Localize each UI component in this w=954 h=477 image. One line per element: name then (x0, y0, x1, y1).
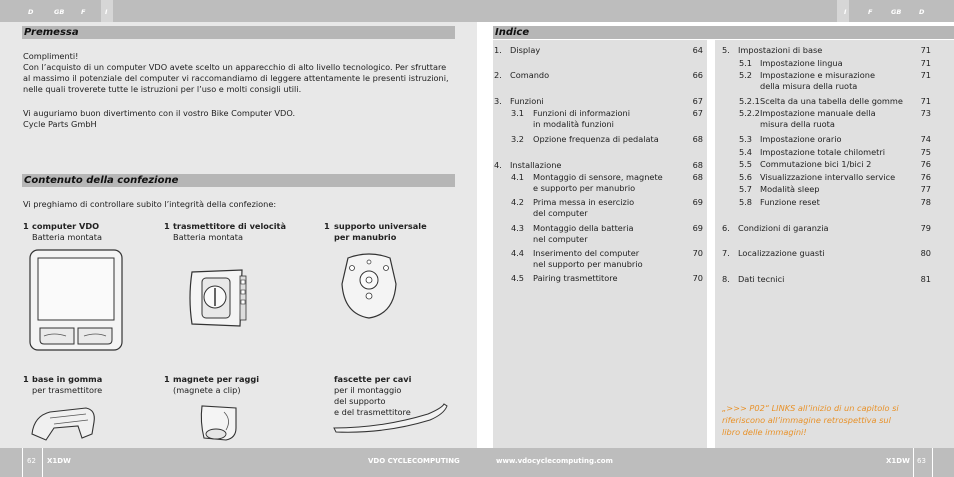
index-entry-label-2: misura della ruota (760, 119, 835, 129)
index-entry-number: 7. (722, 248, 730, 258)
premessa-line-7: Cycle Parts GmbH (23, 119, 97, 129)
index-entry-label: Funzione reset (760, 197, 820, 207)
rubber-base-illustration (28, 404, 100, 444)
item-name-2: per manubrio (334, 232, 397, 242)
index-entry-label: Impostazioni di base (738, 45, 823, 55)
spoke-magnet-illustration (196, 400, 244, 444)
index-entry-number: 5.7 (739, 184, 753, 194)
lang-tab-i[interactable]: I (105, 8, 108, 16)
index-entry-number: 2. (494, 70, 502, 80)
index-entry[interactable] (494, 108, 703, 130)
index-entry-page: 68 (692, 134, 703, 144)
item-qty: 1 (164, 374, 170, 384)
website-link[interactable]: www.vdocyclecomputing.com (496, 457, 613, 465)
index-entry-label-2: della misura della ruota (760, 81, 858, 91)
index-entry-page: 70 (692, 248, 703, 258)
item-name: supporto universale (334, 221, 427, 231)
index-entry-page: 71 (920, 70, 931, 80)
premessa-header (22, 26, 455, 39)
language-tabs-left (0, 0, 477, 22)
index-entry[interactable] (494, 70, 703, 81)
index-entry-page: 67 (692, 96, 703, 106)
lang-tab-d[interactable]: D (28, 8, 34, 16)
index-entry-page: 80 (920, 248, 931, 258)
index-entry[interactable] (722, 108, 931, 130)
item-sub: Batteria montata (173, 232, 243, 242)
footer-divider (42, 448, 43, 477)
index-entry-number: 3. (494, 96, 502, 106)
index-entry-label: Impostazione orario (760, 134, 842, 144)
lang-tab-gb[interactable]: GB (891, 8, 902, 16)
computer-illustration (26, 248, 126, 356)
index-entry-number: 4.3 (511, 223, 525, 233)
index-entry[interactable] (494, 172, 703, 194)
index-entry-page: 71 (920, 96, 931, 106)
index-entry-label: Inserimento del computer (533, 248, 640, 258)
index-entry-label-2: nel computer (533, 234, 588, 244)
index-entry[interactable] (494, 223, 703, 245)
lang-tab-d[interactable]: D (919, 8, 925, 16)
index-entry[interactable] (494, 45, 703, 56)
lang-tab-f[interactable]: F (81, 8, 86, 16)
item-sub: (magnete a clip) (173, 385, 241, 395)
index-entry[interactable] (722, 184, 931, 195)
transmitter-illustration (184, 264, 254, 332)
index-entry[interactable] (494, 273, 703, 284)
index-entry-label-2: del computer (533, 208, 588, 218)
index-entry-number: 4.4 (511, 248, 525, 258)
item-sub-2: del supporto (334, 396, 386, 406)
active-language-tab (837, 0, 849, 22)
index-entry[interactable] (494, 197, 703, 219)
index-entry-number: 1. (494, 45, 502, 55)
cable-tie-illustration (332, 402, 452, 436)
index-entry-label: Prima messa in esercizio (533, 197, 635, 207)
index-entry-label: Comando (510, 70, 550, 80)
lang-tab-gb[interactable]: GB (54, 8, 65, 16)
index-entry-number: 5.3 (739, 134, 753, 144)
index-entry-label: Montaggio di sensore, magnete (533, 172, 663, 182)
index-entry-label: Impostazione manuale della (760, 108, 876, 118)
index-entry-label: Impostazione e misurazione (760, 70, 876, 80)
item-sub: Batteria montata (32, 232, 102, 242)
item-sub: per trasmettitore (32, 385, 103, 395)
index-entry-page: 69 (692, 223, 703, 233)
item-sub: per il montaggio (334, 385, 402, 395)
index-entry-number: 4.2 (511, 197, 525, 207)
contenuto-title: Contenuto della confezione (24, 175, 179, 186)
index-entry-label: Display (510, 45, 541, 55)
item-name: trasmettitore di velocità (173, 221, 286, 231)
index-entry[interactable] (722, 147, 931, 158)
index-entry-page: 75 (920, 147, 931, 157)
index-entry-page: 74 (920, 134, 931, 144)
index-entry-page: 68 (692, 160, 703, 170)
footer-divider (22, 448, 23, 477)
page-number-left: 62 (27, 457, 36, 465)
index-entry[interactable] (722, 134, 931, 145)
index-entry-number: 5.8 (739, 197, 753, 207)
model-right: X1DW (886, 457, 910, 465)
index-entry-number: 6. (722, 223, 730, 233)
index-entry-label-2: nel supporto per manubrio (533, 259, 643, 269)
index-entry[interactable] (494, 134, 703, 145)
links-note-2: riferiscono all’immagine retrospettiva sul (722, 415, 891, 425)
language-tabs-right (477, 0, 954, 22)
item-name: magnete per raggi (173, 374, 260, 384)
index-entry[interactable] (722, 223, 931, 234)
index-entry-label-2: e supporto per manubrio (533, 183, 636, 193)
item-sub-3: e del trasmettitore (334, 407, 411, 417)
item-qty: 1 (23, 221, 29, 231)
index-entry-number: 5.5 (739, 159, 753, 169)
lang-tab-f[interactable]: F (868, 8, 873, 16)
index-entry-number: 5.1 (739, 58, 753, 68)
index-entry-number: 5.4 (739, 147, 753, 157)
premessa-line-2: Con l’acquisto di un computer VDO avete scelto un apparecchio di alto livello tecnologico. Per sfruttare (23, 62, 447, 72)
index-entry[interactable] (494, 248, 703, 270)
index-entry[interactable] (722, 159, 931, 170)
index-entry[interactable] (722, 248, 931, 259)
contenuto-intro: Vi preghiamo di controllare subito l’integrità della confezione: (23, 199, 277, 209)
index-entry-label: Pairing trasmettitore (533, 273, 618, 283)
index-entry-number: 5.6 (739, 172, 753, 182)
index-entry-label: Condizioni di garanzia (738, 223, 829, 233)
index-entry-page: 73 (920, 108, 931, 118)
index-entry-number: 4.5 (511, 273, 525, 283)
index-entry-number: 3.2 (511, 134, 525, 144)
index-entry[interactable] (494, 96, 703, 107)
index-entry[interactable] (722, 197, 931, 208)
index-entry-page: 64 (692, 45, 703, 55)
index-entry-label: Funzioni (510, 96, 544, 106)
index-entry-label: Modalità sleep (760, 184, 820, 194)
index-entry[interactable] (494, 160, 703, 171)
premessa-line-4: nelle quali troverete tutte le istruzioni per l’uso e molti consigli utili. (23, 84, 302, 94)
brand-name: VDO CYCLECOMPUTING (368, 457, 460, 465)
index-entry-label: Installazione (510, 160, 562, 170)
index-entry-label: Visualizzazione intervallo service (760, 172, 896, 182)
index-entry-label: Opzione frequenza di pedalata (533, 134, 659, 144)
index-entry-number: 5.2.1 (739, 96, 760, 106)
index-entry-page: 69 (692, 197, 703, 207)
index-entry-page: 66 (692, 70, 703, 80)
index-entry-page: 70 (692, 273, 703, 283)
model-left: X1DW (47, 457, 71, 465)
index-entry-label-2: in modalità funzioni (533, 119, 614, 129)
index-entry-page: 77 (920, 184, 931, 194)
index-entry-label: Scelta da una tabella delle gomme (760, 96, 903, 106)
indice-title: Indice (495, 27, 530, 38)
index-entry[interactable] (722, 96, 931, 107)
index-entry-page: 67 (692, 108, 703, 118)
index-entry-number: 4. (494, 160, 502, 170)
lang-tab-i[interactable]: I (844, 8, 847, 16)
premessa-line-6: Vi auguriamo buon divertimento con il vostro Bike Computer VDO. (23, 108, 296, 118)
index-entry-number: 5.2 (739, 70, 753, 80)
item-qty: 1 (23, 374, 29, 384)
index-entry-label: Impostazione totale chilometri (760, 147, 885, 157)
item-qty: 1 (164, 221, 170, 231)
item-name: base in gomma (32, 374, 103, 384)
links-note-3: libro delle immagini! (722, 427, 807, 437)
premessa-line-3: al massimo il potenziale del computer vi raccomandiamo di leggere attentamente le presenti istruzioni, (23, 73, 449, 83)
page-number-right: 63 (917, 457, 926, 465)
index-entry-number: 8. (722, 274, 730, 284)
index-entry[interactable] (722, 172, 931, 183)
index-entry-page: 78 (920, 197, 931, 207)
index-entry[interactable] (722, 70, 931, 92)
item-qty: 1 (324, 221, 330, 231)
footer-right (477, 448, 954, 477)
index-entry-page: 76 (920, 172, 931, 182)
index-entry-page: 71 (920, 45, 931, 55)
index-entry-label: Dati tecnici (738, 274, 785, 284)
premessa-line-1: Complimenti! (23, 51, 79, 61)
indice-header (493, 26, 954, 39)
premessa-title: Premessa (24, 27, 79, 38)
item-name: computer VDO (32, 221, 100, 231)
index-entry-label: Commutazione bici 1/bici 2 (760, 159, 872, 169)
index-entry-label: Impostazione lingua (760, 58, 843, 68)
index-entry-label: Montaggio della batteria (533, 223, 634, 233)
index-entry-page: 81 (920, 274, 931, 284)
index-entry-page: 71 (920, 58, 931, 68)
index-entry-label: Funzioni di informazioni (533, 108, 630, 118)
index-entry[interactable] (722, 274, 931, 285)
footer-divider (932, 448, 933, 477)
index-entry-page: 68 (692, 172, 703, 182)
links-note-1: „>>> P02“ LINKS all’inizio di un capitolo si (722, 403, 899, 413)
index-entry-label: Localizzazione guasti (738, 248, 825, 258)
index-entry-page: 79 (920, 223, 931, 233)
index-entry[interactable] (722, 45, 931, 56)
footer-divider (913, 448, 914, 477)
index-entry[interactable] (722, 58, 931, 69)
index-entry-number: 5.2.2 (739, 108, 760, 118)
index-entry-page: 76 (920, 159, 931, 169)
footer-left (0, 448, 477, 477)
handlebar-mount-illustration (334, 250, 404, 322)
index-entry-number: 5. (722, 45, 730, 55)
index-entry-number: 4.1 (511, 172, 525, 182)
item-name: fascette per cavi (334, 374, 412, 384)
contenuto-header (22, 174, 455, 187)
index-entry-number: 3.1 (511, 108, 525, 118)
